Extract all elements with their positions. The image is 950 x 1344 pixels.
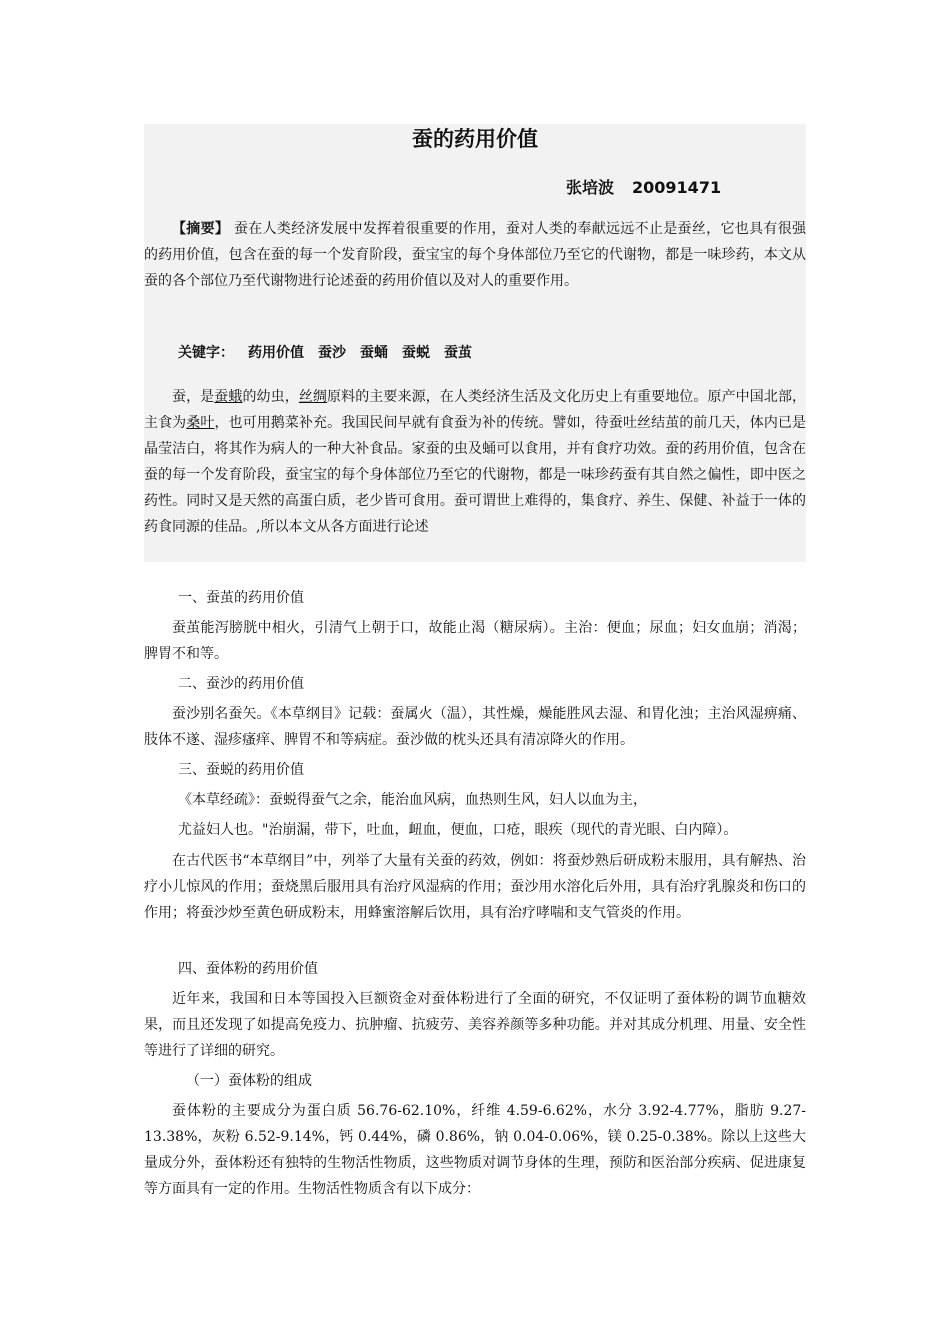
keywords-label: 关键字： (178, 345, 234, 361)
link-mulberry-leaf[interactable]: 桑叶 (186, 415, 215, 431)
intro-text: 原料的主要来源，在人类经济生活及文化历史上有重要地位。原产中国北部，主食为 (144, 389, 807, 431)
abstract-label: 【摘要】 (172, 221, 230, 237)
keywords-line (178, 342, 486, 362)
intro-text: 蚕，是 (172, 389, 215, 405)
section-paragraph: 近年来，我国和日本等国投入巨额资金对蚕体粉进行了全面的研究，不仅证明了蚕体粉的调节血糖效果，而且还发现了如提高免疫力、抗肿瘤、抗疲劳、美容养颜等多种功能。并对其成分机理、用量、安全性等进行了详细的研究。 (144, 991, 806, 1059)
keyword: 蚕蜕 (402, 345, 430, 361)
author-line (566, 175, 739, 198)
abstract-text: 蚕在人类经济发展中发挥着很重要的作用，蚕对人类的奉献远远不止是蚕丝，它也具有很强的药用价值，包含在蚕的每一个发育阶段，蚕宝宝的每个身体部位乃至它的代谢物，都是一味珍药，本文从蚕的各个部位乃至代谢物进行论述蚕的药用价值以及对人的重要作用。 (144, 221, 807, 289)
section-paragraph: 在古代医书“本草纲目”中，列举了大量有关蚕的药效，例如：将蚕炒熟后研成粉末服用，具有解热、治疗小儿惊风的作用；蚕烧黑后服用具有治疗风湿病的作用；蚕沙用水溶化后外用，具有治疗乳腺炎和伤口的作用；将蚕沙炒至黄色研成粉末，用蜂蜜溶解后饮用，具有治疗哮喘和支气管炎的作用。 (144, 853, 806, 921)
author-name: 张培波 (566, 178, 615, 197)
abstract-paragraph (144, 216, 806, 294)
student-id: 20091471 (632, 178, 722, 197)
section-paragraph: 蚕体粉的主要成分为蛋白质 56.76-62.10%，纤维 4.59-6.62%，水分 3.92-4.77%，脂肪 9.27-13.38%，灰粉 6.52-9.14%，钙 0.44%，磷 0.86%，钠 0.04-0.06%，镁 0.25-0.38%。除以上这些大量成分外，蚕体粉还有独特的生物活性物质，这些物质对调节身体的生理，预防和医治部分疾病、促进康复等方面具有一定的作用。生物活性物质含有以下成分： (144, 1103, 806, 1197)
section-heading: 三、蚕蜕的药用价值 (178, 762, 304, 778)
section-heading: 四、蚕体粉的药用价值 (178, 961, 318, 977)
link-silkmoth[interactable]: 蚕蛾 (214, 389, 243, 405)
keyword: 蚕沙 (318, 345, 346, 361)
intro-text: 的幼虫， (242, 389, 299, 405)
intro-text: ，也可用鹅菜补充。我国民间早就有食蚕为补的传统。譬如，待蚕吐丝结茧的前几天，体内已是晶莹洁白，将其作为病人的一种大补食品。家蚕的虫及蛹可以食用，并有食疗功效。蚕的药用价值，包含在蚕的每一个发育阶段，蚕宝宝的每个身体部位乃至它的代谢物，都是一味珍药蚕有其自然之偏性，即中医之药性。同时又是天然的高蛋白质，老少皆可食用。蚕可谓世上难得的，集食疗、养生、保健、补益于一体的药食同源的佳品。,所以本文从各方面进行论述 (144, 415, 807, 535)
keyword: 蚕蛹 (360, 345, 388, 361)
document-title: 蚕的药用价值 (412, 127, 538, 151)
intro-paragraph (144, 384, 806, 540)
section-heading: 二、蚕沙的药用价值 (178, 676, 304, 692)
section-paragraph: 蚕沙别名蚕矢。《本草纲目》记载：蚕属火（温），其性燥，燥能胜风去湿、和胃化浊；主治风湿痹痛、肢体不遂、湿疹瘙痒、脾胃不和等病症。蚕沙做的枕头还具有清凉降火的作用。 (144, 706, 806, 748)
quote-line: 《本草经疏》：蚕蜕得蚕气之余，能治血风病，血热则生风，妇人以血为主， (178, 792, 647, 808)
keyword: 蚕茧 (444, 345, 472, 361)
section-paragraph: 蚕茧能泻膀胱中相火，引清气上朝于口，故能止渴（糖尿病）。主治：便血；尿血；妇女血崩；消渴；脾胃不和等。 (144, 620, 806, 662)
keyword: 药用价值 (248, 345, 304, 361)
section-heading: 一、蚕茧的药用价值 (178, 590, 304, 606)
quote-line: 尤益妇人也。"治崩漏，带下，吐血，衄血，便血，口疮，眼疾（现代的青光眼、白内障）。 (178, 822, 738, 838)
link-silk[interactable]: 丝绸 (298, 389, 328, 405)
subsection-heading: （一）蚕体粉的组成 (186, 1073, 312, 1089)
